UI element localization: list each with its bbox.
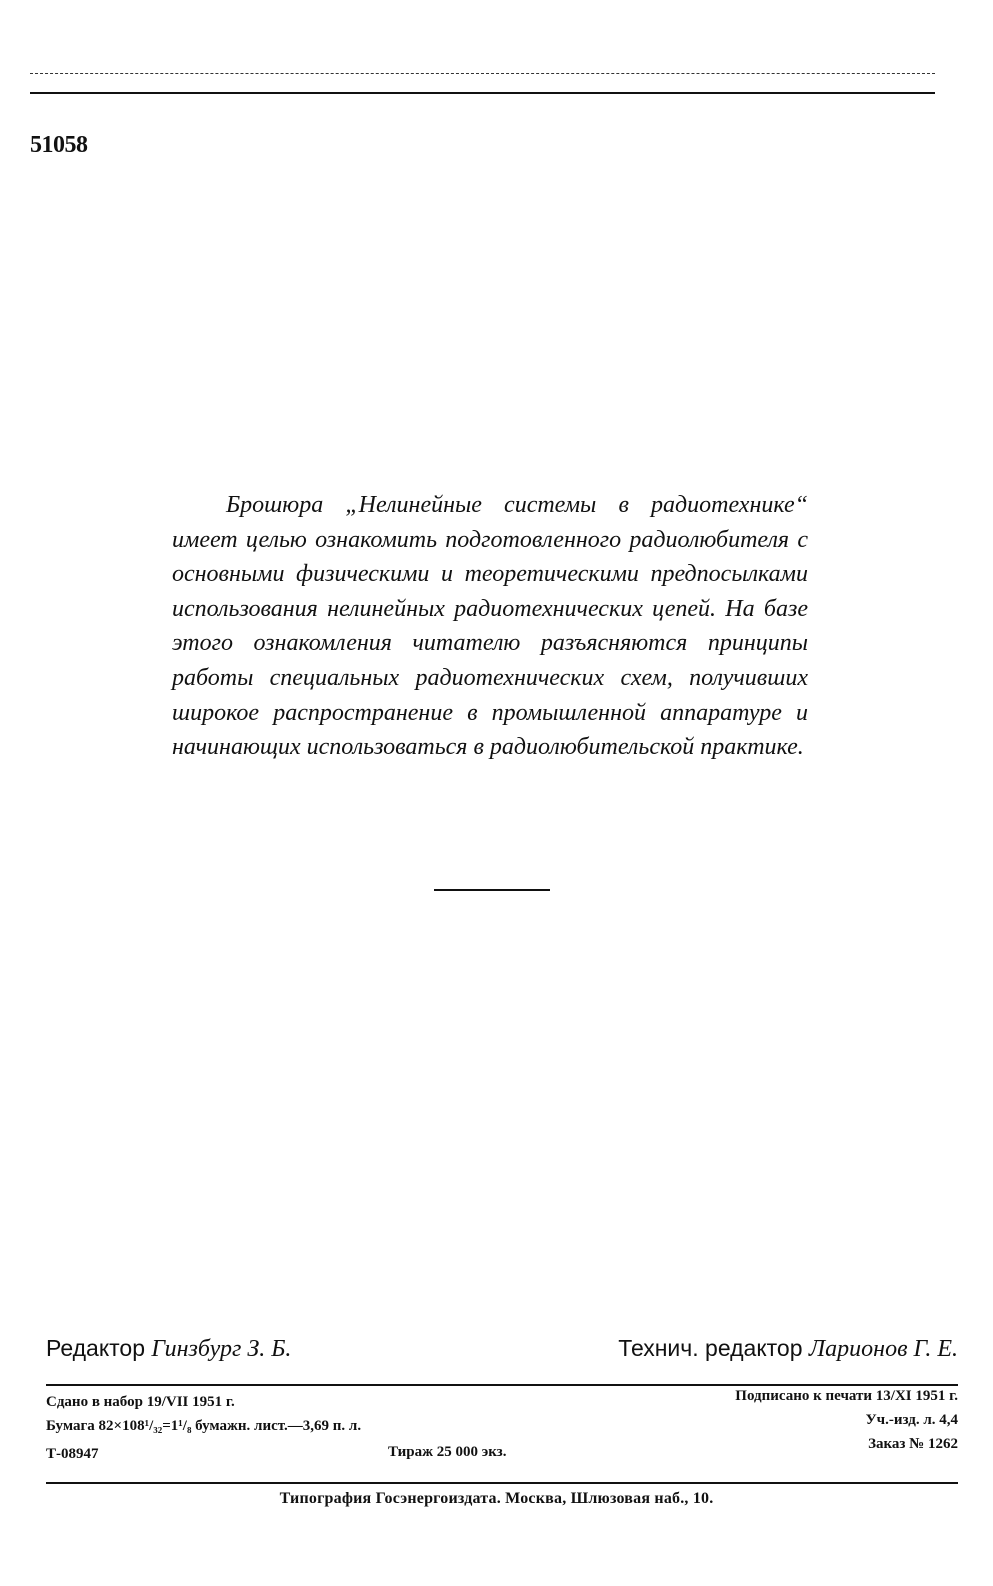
editor-name: Гинзбург З. Б.	[151, 1336, 292, 1362]
imprint-paper: Бумага 82×108¹/₃₂=1¹/₈ бумажн. лист.—3,69 п. л.	[46, 1418, 362, 1434]
imprint-signed: Подписано к печати 13/XI 1951 г.	[735, 1388, 958, 1404]
editor-label: Редактор	[46, 1335, 146, 1361]
printer-line: Типография Госэнергоиздата. Москва, Шлюзовая наб., 10.	[279, 1490, 714, 1507]
tech-editor-credit	[618, 1335, 958, 1363]
editors-line	[46, 1335, 958, 1371]
imprint-block	[46, 1390, 958, 1468]
editor-credit	[46, 1335, 291, 1363]
imprint-bottom-rule	[46, 1482, 958, 1484]
center-divider	[434, 889, 550, 891]
abstract-paragraph: Брошюра „Нелинейные системы в радиотехнике“ имеет целью ознакомить подготовленного радиолюбителя с основными физическими и теоретическими предпосылками использования нелинейных радиотехнических цепей. На базе этого ознакомления читателю разъясняются принципы работы специальных радиотехнических схем, получивших широкое распространение в промышленной аппаратуре и начинающих использоваться в радиолюбительской практике.	[172, 492, 808, 761]
imprint-print-run: Тираж 25 000 экз.	[388, 1444, 507, 1460]
imprint-code: Т-08947	[46, 1446, 99, 1462]
imprint-submitted: Сдано в набор 19/VII 1951 г.	[46, 1394, 235, 1410]
tech-editor-name: Ларионов Г. Е.	[808, 1336, 958, 1362]
catalog-number: 51058	[30, 132, 88, 158]
top-dashed-rule	[30, 73, 935, 74]
top-rule	[30, 92, 935, 94]
tech-editor-label: Технич. редактор	[618, 1335, 803, 1361]
imprint-order: Заказ № 1262	[868, 1436, 958, 1452]
imprint-publisher-sheets: Уч.-изд. л. 4,4	[865, 1412, 958, 1428]
